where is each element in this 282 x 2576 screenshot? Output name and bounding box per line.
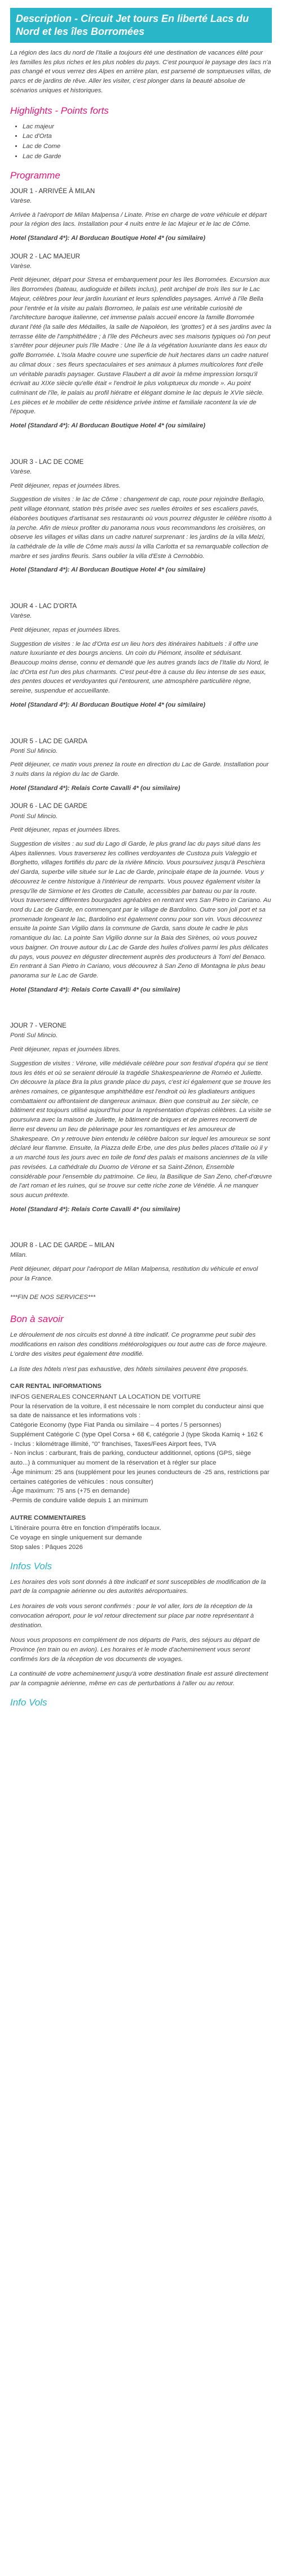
day-text bbox=[10, 1045, 272, 1200]
day-hotel: Hotel (Standard 4*): Relais Corte Cavalli 4* (ou similaire) bbox=[10, 1206, 180, 1213]
intro-text: La région des lacs du nord de l'Italie a toujours été une destination de vacances élité pour les familles les plus riches et les plus nobles du pays. C'est pourquoi le paysage des lacs n'a pas changé et vous verrez des Alpes en arrière plan, est parsemé de somptueuses villas, de parcs et de jardins de rêve. Aller les visiter, c'est plonger dans la beauté absolue de scénarios uniques et historiques. bbox=[10, 50, 271, 94]
day-hotel: Hotel (Standard 4*): Relais Corte Cavalli 4* (ou similaire) bbox=[10, 784, 180, 792]
day-block bbox=[10, 252, 272, 431]
info-vols-heading: Info Vols bbox=[10, 1697, 47, 1708]
day-place: Ponti Sul Mincio. bbox=[10, 1032, 58, 1039]
day-text bbox=[10, 760, 272, 779]
day-hotel: Hotel (Standard 4*): Relais Corte Cavalli 4* (ou similaire) bbox=[10, 986, 180, 993]
bon-paragraph: Le déroulement de nos circuits est donné à titre indicatif. Ce programme peut subir des modifications en raison des conditions météorologiques ou tout autre cas de force majeure. L'ordre des visites peut également être modifié. bbox=[10, 1332, 267, 1358]
car-rental-line: Catégorie Economy (type Fiat Panda ou similaire – 4 portes / 5 personnes) bbox=[10, 1422, 222, 1429]
day-block bbox=[10, 802, 272, 994]
day-text bbox=[10, 1265, 272, 1283]
day-block bbox=[10, 1021, 272, 1214]
day-title: JOUR 3 - LAC DE COME bbox=[10, 458, 84, 466]
car-rental-line: Pour la réservation de la voiture, il est nécessaire le nom complet du conducteur ainsi que sa date de naissance et les informations vols : bbox=[10, 1403, 264, 1419]
day-block bbox=[10, 737, 272, 793]
day-title: JOUR 7 - VERONE bbox=[10, 1023, 67, 1030]
day-text bbox=[10, 626, 272, 696]
spacer bbox=[10, 1003, 272, 1021]
autres-line: Stop sales : Pâques 2026 bbox=[10, 1543, 83, 1551]
car-rental-lines bbox=[10, 1392, 272, 1506]
autres-title: AUTRE COMMENTAIRES bbox=[10, 1514, 86, 1521]
day-block bbox=[10, 187, 272, 243]
highlights-heading: Highlights - Points forts bbox=[10, 105, 109, 116]
day-title: JOUR 8 - LAC DE GARDE – MILAN bbox=[10, 1242, 114, 1249]
autres-line: L'itinéraire pourra être en fonction d'impératifs locaux. bbox=[10, 1525, 162, 1532]
day-title: JOUR 4 - LAC D'ORTA bbox=[10, 603, 77, 610]
day-paragraph: Petit déjeuner, repas et journées libres. bbox=[10, 482, 121, 489]
day-paragraph: Petit déjeuner, repas et journées libres. bbox=[10, 1046, 121, 1053]
day-title: JOUR 2 - LAC MAJEUR bbox=[10, 253, 80, 260]
highlight-item: • Lac d'Orta bbox=[23, 132, 272, 141]
vols-paragraph: Les horaires des vols sont donnés à titre indicatif et sont susceptibles de modification de la part de la compagnie aérienne ou des autorités aéroportuaires. bbox=[10, 1578, 266, 1595]
bon-paragraph: La liste des hôtels n'est pas exhaustive, des hôtels similaires peuvent être proposés. bbox=[10, 1365, 249, 1373]
highlight-item: • Lac de Come bbox=[23, 142, 272, 151]
car-rental-line: -Permis de conduire valide depuis 1 an minimum bbox=[10, 1497, 148, 1504]
vols-paragraph: Les horaires de vols vous seront confirmés : pour le vol aller, lors de la réception de la convocation aéroport, pour le vol retour directement sur place par notre représentant à destination. bbox=[10, 1603, 254, 1629]
day-paragraph: Suggestion de visites : Vérone, ville médiévale célèbre pour son festival d'opéra qui se tient tous les étés et où se seraient déroulé la tragédie Shakespearienne de Roméo et Juliette. On découvre la place Bra la plus grande place du pays, c'est ici également que se trouve les arènes romaines, ce gigantesque amphithéâtre est l'endroit où les gladiateurs antiques combattaient ou affrontaient de dangereux animaux. Bien que construit au 1er siècle, ce bâtiment est toujours utilisé aujourd'hui pour la représentation d'opéras célèbres. La visite se poursuivra avec la maison de Juliette, le bâtiment de briques et de pierres reconverti de lierre est devenu un lieu de pèlerinage pour les romantiques et les amoureux de Shakespeare. On y retrouve bien entendu le célèbre balcon sur lequel les amoureux se sont déclaré leur flamme. Ensuite, la Piazza delle Erbe, une des plus belles places d'Italie où il y a un marché tous les jours avec en toile de fond des palais et maisons anciennes de la ville pas revisées. La cathédrale du Duomo de Vérone et sa Saint-Zénon, Ensemble considérable pour l'ensemble du patrimoine. Ce lieu, la Basilique de San Zeno, chef-d'œuvre de l'art roman et les ruines, qui se trouve sur cette riche zone de Vénétie. À ne manquer sous aucun prétexte. bbox=[10, 1060, 272, 1199]
car-rental-line: - Inclus : kilométrage illimité, "0" franchises, Taxes/Fees Airport fees, TVA bbox=[10, 1440, 217, 1448]
programme-heading: Programme bbox=[10, 169, 60, 181]
bon-a-savoir-section bbox=[10, 1331, 272, 1552]
end-services: ***FIN DE NOS SERVICES*** bbox=[10, 1293, 96, 1301]
highlight-item: • Lac de Garde bbox=[23, 152, 272, 162]
car-rental-line: Supplément Catégorie C (type Opel Corsa + 68 €, catégorie J (type Skoda Kamiq + 162 € bbox=[10, 1431, 263, 1438]
day-text bbox=[10, 211, 272, 229]
day-place: Ponti Sul Mincio. bbox=[10, 747, 58, 755]
day-hotel: Hotel (Standard 4*): Al Borducan Boutique Hotel 4* (ou similaire) bbox=[10, 566, 206, 574]
highlight-item: • Lac majeur bbox=[23, 122, 272, 132]
day-place: Varèse. bbox=[10, 613, 32, 620]
spacer bbox=[10, 719, 272, 737]
day-paragraph: Suggestion de visites : le lac d'Orta est un lieu hors des itinéraires habituels : il offre une nature luxuriante et des bourgs anciens. Un coin du Piémont, insolite et séduisant. Beaucoup moins dense, connu et demandé que les autres grands lacs de l'Italie du Nord, le lac d'Orta est l'un des plus charmants. C'est peut-être à cause du lieu intense de ses eaux, des pentes douces et verdoyantes qui l'entourent, une atmosphère particulière règne, sereine, suspendue et accueillante. bbox=[10, 640, 269, 695]
car-rental-line: -Âge minimum: 25 ans (supplément pour les jeunes conducteurs de -25 ans, restrictions par certaines catégories de véhicules : nous consulter) bbox=[10, 1468, 270, 1485]
day-hotel: Hotel (Standard 4*): Al Borducan Boutique Hotel 4* (ou similaire) bbox=[10, 422, 206, 430]
day-hotel: Hotel (Standard 4*): Al Borducan Boutique Hotel 4* (ou similaire) bbox=[10, 701, 206, 708]
vols-paragraph: Nous vous proposons en complément de nos départs de Paris, des séjours au départ de Province (en train ou en avion). Les horaires et le mode d'acheminement vous seront confirmés lors de la réception de vos documents de voyages. bbox=[10, 1637, 260, 1663]
day-paragraph: Suggestion de visites : le lac de Côme : changement de cap, route pour rejoindre Bellagio, petit village étonnant, station très prisée avec ses ruelles étroites et ses escaliers pavés, élaborées boutiques d'artisanat ses restaurants où vous pourrez déguster le célèbre risotto à la perche. Afin de mieux profiter du panorama nous vous recommandons les croisières, on observe les villages et villas dans un cadre naturel surprenant : les jardins de la villa Melzi, la cathédrale de la ville de Côme mais aussi la villa Carlotta et sa remarquable collection de marbre et ses jardins fleuris. Sans oublier la villa d'Este à Cernobbio. bbox=[10, 496, 272, 560]
day-hotel: Hotel (Standard 4*): Al Borducan Boutique Hotel 4* (ou similaire) bbox=[10, 234, 206, 242]
spacer bbox=[10, 584, 272, 602]
day-block bbox=[10, 602, 272, 709]
spacer bbox=[10, 440, 272, 458]
programme-days bbox=[10, 187, 272, 1284]
spacer bbox=[10, 1223, 272, 1241]
car-rental-line: - Non inclus : carburant, frais de parking, conducteur additionnel, options (GPS, siège auto...) à communiquer au moment de la réservation et à régler sur place bbox=[10, 1450, 252, 1467]
highlights-list bbox=[10, 122, 272, 162]
day-text bbox=[10, 825, 272, 981]
car-rental-title: CAR RENTAL INFORMATIONS bbox=[10, 1383, 102, 1390]
day-place: Milan. bbox=[10, 1252, 28, 1259]
page-title: Description - Circuit Jet tours En liberté Lacs du Nord et les îles Borromées bbox=[10, 8, 272, 43]
day-paragraph: Petit déjeuner, repas et journées libres. bbox=[10, 626, 121, 633]
day-text bbox=[10, 275, 272, 417]
vols-paragraph: La continuité de votre acheminement jusqu'à votre destination finale est assuré directement par la compagnie aérienne, même en cas de perturbations à l'aller ou au retour. bbox=[10, 1671, 268, 1687]
day-place: Varèse. bbox=[10, 197, 32, 204]
day-paragraph: Petit déjeuner, départ pour Stresa et embarquement pour les îles Borromées. Excursion aux îles Borromées (bateau, audioguide et billets inclus), petit archipel de trois îles sur le Lac Majeur, célèbres pour leur jardin luxuriant et leurs splendides paysages. Arrivé à l'île Bella pour l'entrée et la visite au palais Borromeo, le palais est une véritable curiosité de l'architecture baroque italienne, cet immense palais accueil encore la famille Borromée durant l'été (la salle des Médailles, la salle de Napoléon, les 'grottes') et à ses jardins avec la terrasse élite de l'amphithéâtre ; à l'île des Pêcheurs avec ses maisons typiques où l'on peut s'arrêter pour déjeuner puis l'île Madre : Une île à la végétation luxuriante dans les eaux du golfe Borromée. L'Isola Madre couvre une superficie de huit hectares dans un cadre naturel au climat doux : ses fleurs spectaculaires et ses animaux à plumes multicolores font d'elle un véritable paradis paysager. Gustave Flaubert a dit avoir la même impression lorsqu'il écrivait au XIXe siècle qu'elle était « l'endroit le plus voluptueux du monde ». Au point culminant de l'île, le palais au profil hiératre et élégant domine le lac depuis le XVIe siècle. Les pièces et le mobilier de cette résidence privée intime et familiale racontent la vie de l'époque. bbox=[10, 276, 271, 416]
infos-vols-heading: Infos Vols bbox=[10, 1560, 52, 1572]
day-paragraph: Petit déjeuner, repas et journées libres. bbox=[10, 827, 121, 834]
day-title: JOUR 6 - LAC DE GARDE bbox=[10, 803, 87, 810]
autres-lines bbox=[10, 1524, 272, 1552]
car-rental-line: -Âge maximum: 75 ans (+75 en demande) bbox=[10, 1488, 130, 1495]
car-rental-line: INFOS GENERALES CONCERNANT LA LOCATION DE VOITURE bbox=[10, 1394, 201, 1401]
bon-a-savoir-heading: Bon à savoir bbox=[10, 1314, 64, 1325]
infos-vols-section bbox=[10, 1578, 272, 1689]
day-paragraph: Suggestion de visites : au sud du Lago di Garde, le plus grand lac du pays situé dans les Alpes italiennes. Vous traverserez les collines verdoyantes de Custoza puis Valeggio et Borghetto, villages fortifiés du parc de la rivière Mincio. Vous poursuivez jusqu'à Peschiera del Garda, superbe ville située sur le Lac de Garde, principale étape de la journée. Vous y découvrez le centre historique à l'intérieur de remparts. Vous pouvez également visiter la presqu'île de Sirmione et les Grottes de Catulle, accessibles par bateau ou par la route. Vous traverserez différentes bourgades agréables en rentrant vers San Pietro in Cariano. Au nord du Lac de Garde, en commençant par le village de Bardolino. Outre son joli port et sa promenade longeant le lac, Bardolino est également connu pour son vin. Vous découvrez ensuite la pointe San Vigilio dans la commune de Garda, sans doute le cadre le plus romantique du lac. La pointe San Vigilio donne sur la Baia des Sirènes, où vous pouvez vous baigner. On trouve autour du Lac de Garde des huiles d'olives parmi les plus délicates du pays, vous pouvez en déguster directement auprès des producteurs à Torri del Benaco. En rentrant à San Pietro in Cariano, vous découvrez à San Zeno di Montagna le plus beau panorama sur le Lac de Garde. bbox=[10, 840, 271, 979]
day-paragraph: Arrivée à l'aéroport de Milan Malpensa / Linate. Prise en charge de votre véhicule et départ pour la région des lacs. Installation pour 4 nuits entre le lac Majeur et le lac de Côme. bbox=[10, 211, 267, 228]
day-paragraph: Petit déjeuner, départ pour l'aéroport de Milan Malpensa, restitution du véhicule et envol pour la France. bbox=[10, 1266, 258, 1282]
autres-line: Ce voyage en single uniquement sur demande bbox=[10, 1534, 142, 1542]
day-place: Varèse. bbox=[10, 262, 32, 270]
day-title: JOUR 1 - ARRIVÉE À MILAN bbox=[10, 187, 95, 195]
day-title: JOUR 5 - LAC DE GARDA bbox=[10, 738, 87, 745]
day-block bbox=[10, 458, 272, 575]
day-place: Varèse. bbox=[10, 468, 32, 475]
day-block bbox=[10, 1241, 272, 1283]
day-paragraph: Petit déjeuner, ce matin vous prenez la route en direction du Lac de Garde. Installation pour 3 nuits dans la région du lac de Garde. bbox=[10, 761, 269, 778]
day-place: Ponti Sul Mincio. bbox=[10, 812, 58, 820]
day-text bbox=[10, 481, 272, 561]
